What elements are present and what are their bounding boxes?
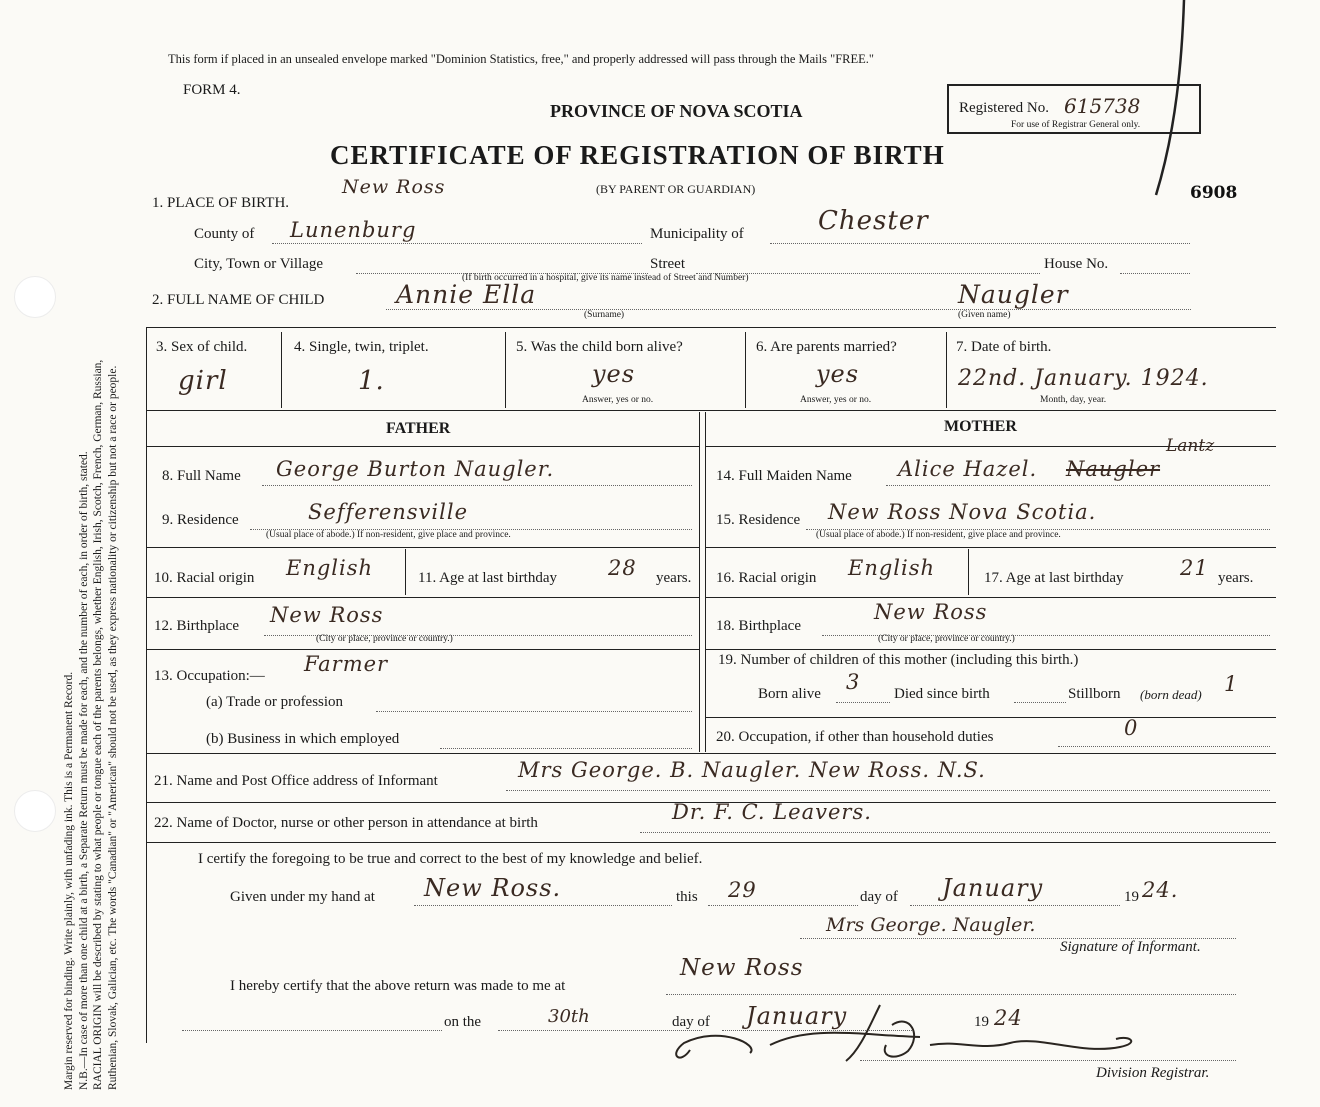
mother-occupation-value: 0 <box>1124 716 1139 740</box>
father-birthplace-label: 12. Birthplace <box>154 618 239 634</box>
municipality-value: Chester <box>818 206 929 236</box>
municipality-label: Municipality of <box>650 226 744 242</box>
street-label: Street <box>650 256 685 272</box>
father-age-value: 28 <box>608 556 637 580</box>
certificate-title: CERTIFICATE OF REGISTRATION OF BIRTH <box>330 140 945 170</box>
doctor-label: 22. Name of Doctor, nurse or other person in attendance at birth <box>154 815 538 831</box>
alive-label: 5. Was the child born alive? <box>516 339 683 355</box>
child-name-label: 2. FULL NAME OF CHILD <box>152 292 325 308</box>
mother-name-value: Alice Hazel. <box>898 457 1038 481</box>
mother-residence-label: 15. Residence <box>716 512 801 528</box>
registrar-month-value: January <box>746 1002 848 1030</box>
registrar-signature <box>660 995 1180 1070</box>
stillborn-value: 1 <box>1224 672 1239 696</box>
born-alive-label: Born alive <box>758 686 821 702</box>
father-racial-label: 10. Racial origin <box>154 570 255 586</box>
died-label: Died since birth <box>894 686 990 702</box>
mailing-notice: This form if placed in an unsealed envelope marked "Dominion Statistics, free," and properly addressed will pass through the Mails "FREE." <box>168 52 875 66</box>
mother-residence-note: (Usual place of abode.) If non-resident, give place and province. <box>816 530 1061 540</box>
trade-label: (a) Trade or profession <box>206 694 344 710</box>
single-value: 1. <box>358 366 385 396</box>
father-residence-label: 9. Residence <box>162 512 239 528</box>
registrar-on-label: on the <box>444 1014 482 1030</box>
binding-hole-bottom <box>14 790 56 832</box>
registrar-year-value: 24 <box>994 1006 1023 1030</box>
margin-line-2: N.B.—In case of more than one child at a birth, a Separate Return must be made for each, and the number of each, in order of birth, stated. <box>77 451 90 1090</box>
mother-age-years: years. <box>1218 570 1254 586</box>
father-residence-value: Sefferensville <box>308 500 468 524</box>
margin-line-3: RACIAL ORIGIN will be described by stating to what people or tongue each of the parents belongs, whether English, Irish, Scotch, French, German, Russian, <box>92 359 104 1090</box>
surname-note: (Surname) <box>584 310 625 320</box>
father-residence-note: (Usual place of abode.) If non-resident, give place and province. <box>266 530 511 540</box>
registrar-place-value: New Ross <box>680 955 804 981</box>
informant-label: 21. Name and Post Office address of Informant <box>154 773 438 789</box>
house-label: House No. <box>1044 256 1109 272</box>
child-surname-value: Naugler <box>958 280 1069 309</box>
certify-day-value: 29 <box>728 878 757 902</box>
certificate-subtitle: (BY PARENT OR GUARDIAN) <box>596 182 756 196</box>
informant-signature-label: Signature of Informant. <box>1060 939 1201 955</box>
city-label: City, Town or Village <box>194 256 324 272</box>
mother-heading: MOTHER <box>944 418 1017 435</box>
registrar-statement: I hereby certify that the above return was made to me at <box>230 978 566 994</box>
certify-day-of-label: day of <box>860 889 898 905</box>
date-value: 22nd. January. 1924. <box>958 366 1209 391</box>
binding-hole-top <box>14 276 56 318</box>
father-birthplace-value: New Ross <box>270 603 384 627</box>
certify-year-prefix: 19 <box>1124 889 1139 905</box>
registrar-day-of-label: day of <box>672 1014 710 1030</box>
date-note: Month, day, year. <box>1040 395 1107 405</box>
doctor-value: Dr. F. C. Leavers. <box>672 800 872 824</box>
alive-value: yes <box>592 360 636 388</box>
mother-residence-value: New Ross Nova Scotia. <box>828 500 1097 524</box>
married-value: yes <box>816 360 860 388</box>
this-label: this <box>676 889 698 905</box>
sex-value: girl <box>178 366 228 396</box>
certify-year-value: 24. <box>1142 878 1179 902</box>
mother-birthplace-note: (City or place, province or country.) <box>878 634 1015 644</box>
stillborn-note: (born dead) <box>1140 687 1202 702</box>
mother-racial-label: 16. Racial origin <box>716 570 817 586</box>
form-number: FORM 4. <box>183 82 241 98</box>
date-label: 7. Date of birth. <box>956 339 1052 355</box>
certify-statement: I certify the foregoing to be true and correct to the best of my knowledge and belief. <box>198 851 703 867</box>
single-label: 4. Single, twin, triplet. <box>294 339 429 355</box>
father-birthplace-note: (City or place, province or country.) <box>316 634 453 644</box>
father-racial-value: English <box>286 556 374 580</box>
corner-stamp: 6908 <box>1190 183 1238 203</box>
given-note: (Given name) <box>958 310 1011 320</box>
place-value: New Ross <box>342 176 446 198</box>
children-label: 19. Number of children of this mother (including this birth.) <box>718 652 1079 668</box>
registered-number: 615738 <box>1064 94 1141 118</box>
informant-signature: Mrs George. Naugler. <box>826 914 1036 936</box>
registered-label: Registered No. <box>959 100 1049 116</box>
county-label: County of <box>194 226 255 242</box>
father-name-value: George Burton Naugler. <box>276 457 555 481</box>
father-occupation-label: 13. Occupation:— <box>154 668 265 684</box>
registrar-day-value: 30th <box>548 1006 590 1027</box>
registered-note: For use of Registrar General only. <box>1011 120 1141 130</box>
mother-name-correction: Lantz <box>1166 436 1215 456</box>
married-label: 6. Are parents married? <box>756 339 897 355</box>
sex-label: 3. Sex of child. <box>156 339 248 355</box>
county-value: Lunenburg <box>290 218 417 242</box>
place-label: 1. PLACE OF BIRTH. <box>152 195 290 211</box>
mother-birthplace-value: New Ross <box>874 600 988 624</box>
registered-box <box>947 84 1201 134</box>
father-name-label: 8. Full Name <box>162 468 241 484</box>
hospital-note: (If birth occurred in a hospital, give its name instead of Street and Number) <box>462 273 749 283</box>
child-given-value: Annie Ella <box>396 280 537 309</box>
margin-line-4: Ruthenian, Slovak, Galician, etc. The words "Canadian" or "American" should not be used, as they express nationality or citizenship but not a race or people. <box>106 365 119 1090</box>
given-place-value: New Ross. <box>424 874 562 902</box>
born-alive-value: 3 <box>846 670 861 694</box>
registrar-signature-label: Division Registrar. <box>1096 1065 1210 1081</box>
province-heading: PROVINCE OF NOVA SCOTIA <box>550 101 803 121</box>
registrar-year-prefix: 19 <box>974 1014 989 1030</box>
margin-instructions <box>62 360 120 1090</box>
margin-line-1: Margin reserved for binding. Write plainly, with unfading ink. This is a Permanent Record. <box>63 671 75 1090</box>
mother-name-crossed: Naugler <box>1066 457 1161 481</box>
mother-birthplace-label: 18. Birthplace <box>716 618 801 634</box>
mother-age-value: 21 <box>1180 556 1209 580</box>
given-label: Given under my hand at <box>230 889 375 905</box>
father-age-years: years. <box>656 570 692 586</box>
father-heading: FATHER <box>386 420 451 437</box>
mother-occupation-label: 20. Occupation, if other than household duties <box>716 729 994 745</box>
informant-value: Mrs George. B. Naugler. New Ross. N.S. <box>518 758 986 782</box>
married-note: Answer, yes or no. <box>800 395 872 405</box>
stillborn-label: Stillborn <box>1068 686 1121 702</box>
father-age-label: 11. Age at last birthday <box>418 570 557 586</box>
mother-age-label: 17. Age at last birthday <box>984 570 1124 586</box>
certify-month-value: January <box>942 874 1044 902</box>
business-label: (b) Business in which employed <box>206 731 400 747</box>
alive-note: Answer, yes or no. <box>582 395 654 405</box>
father-occupation-value: Farmer <box>304 652 389 676</box>
mother-racial-value: English <box>848 556 936 580</box>
mother-name-label: 14. Full Maiden Name <box>716 468 852 484</box>
